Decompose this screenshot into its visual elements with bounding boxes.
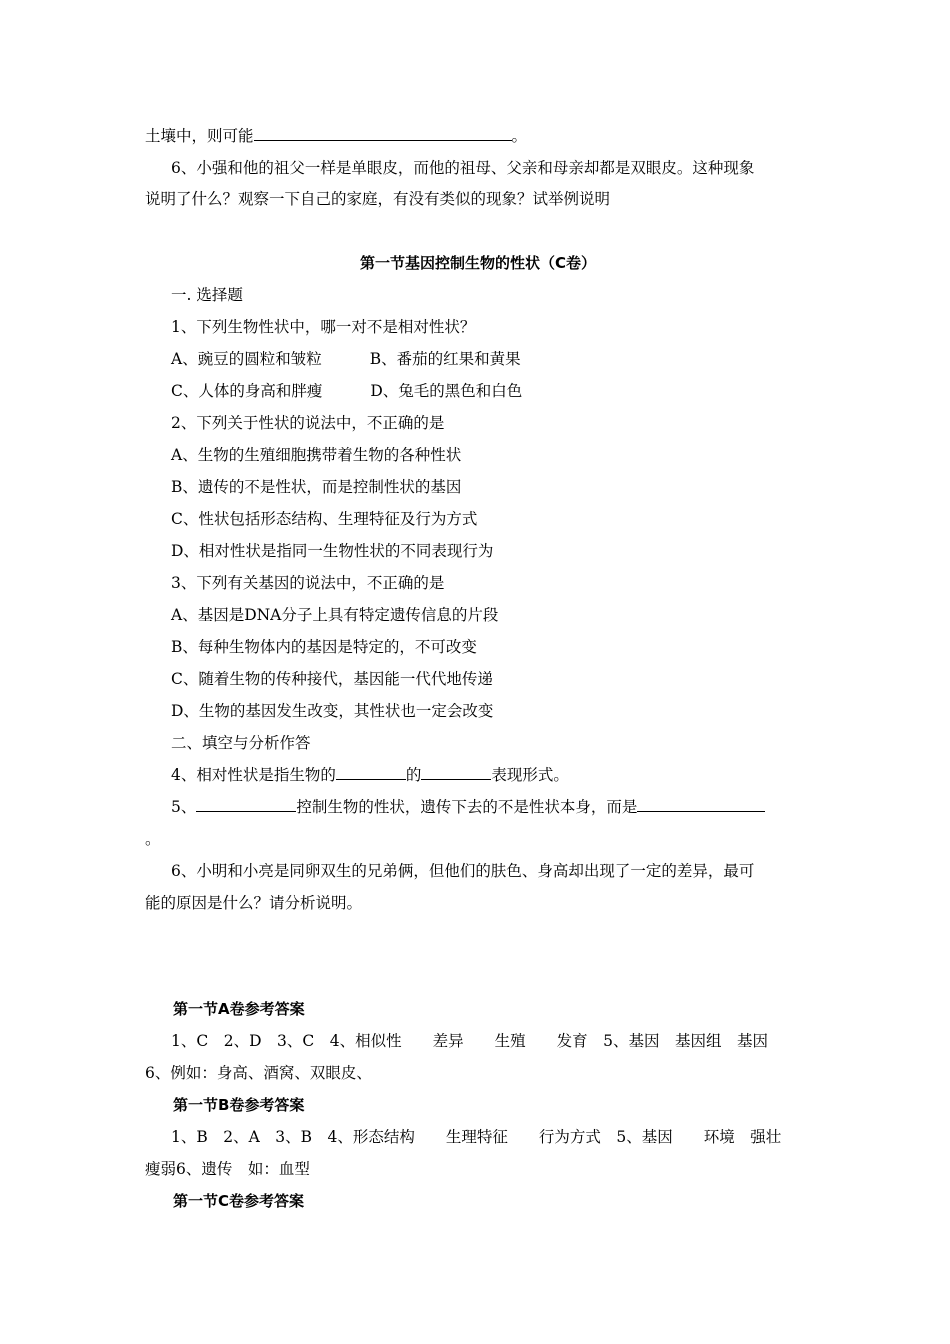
- question-3: 3、下列有关基因的说法中，不正确的是: [171, 574, 445, 592]
- question-6-line1: 6、小明和小亮是同卵双生的兄弟俩，但他们的肤色、身高却出现了一定的差异，最可: [171, 862, 755, 880]
- option-d[interactable]: D、生物的基因发生改变，其性状也一定会改变: [171, 702, 494, 720]
- question-6-line1: 6、小强和他的祖父一样是单眼皮，而他的祖母、父亲和母亲却都是双眼皮。这种现象: [171, 159, 755, 177]
- option-a[interactable]: A、豌豆的圆粒和皱粒: [171, 350, 322, 368]
- answer-blank[interactable]: [637, 797, 765, 812]
- answer-b-line1: 1、B 2、A 3、B 4、形态结构 生理特征 行为方式 5、基因 环境 强壮: [171, 1128, 782, 1146]
- question-1: 1、下列生物性状中，哪一对不是相对性状？: [171, 318, 476, 336]
- answer-blank[interactable]: [421, 765, 491, 780]
- option-row: [171, 349, 521, 369]
- answer-c-title: 第一节C卷参考答案: [173, 1192, 305, 1210]
- option-d[interactable]: D、兔毛的黑色和白色: [370, 382, 523, 400]
- question-6-line2: 说明了什么？观察一下自己的家庭，有没有类似的现象？试举例说明: [145, 190, 611, 208]
- option-c[interactable]: C、随着生物的传种接代，基因能一代代地传递: [171, 670, 493, 688]
- option-a[interactable]: A、生物的生殖细胞携带着生物的各种性状: [171, 446, 462, 464]
- q5-text: 5、: [171, 798, 197, 816]
- option-c[interactable]: C、人体的身高和胖瘦: [171, 382, 323, 400]
- question-2: 2、下列关于性状的说法中，不正确的是: [171, 414, 445, 432]
- line-end: 。: [511, 127, 528, 145]
- q5-end: 。: [145, 830, 161, 848]
- answer-blank[interactable]: [254, 126, 512, 141]
- answer-b-line2: 瘦弱6、遗传 如：血型: [145, 1160, 310, 1178]
- option-b[interactable]: B、遗传的不是性状，而是控制性状的基因: [171, 478, 462, 496]
- part2-heading: 二、填空与分析作答: [171, 734, 311, 752]
- answer-a-title: 第一节A卷参考答案: [173, 1000, 305, 1018]
- answer-a-line2: 6、例如：身高、酒窝、双眼皮、: [145, 1064, 372, 1082]
- line-text: 土壤中，则可能: [145, 127, 254, 145]
- answer-blank[interactable]: [336, 765, 406, 780]
- q4-text: 表现形式。: [491, 766, 569, 784]
- option-b[interactable]: B、番茄的红果和黄果: [369, 350, 521, 368]
- section-title: 第一节基因控制生物的性状（C卷）: [360, 254, 597, 272]
- option-row: [171, 381, 522, 401]
- answer-blank[interactable]: [196, 797, 296, 812]
- question-5: [171, 797, 765, 817]
- part1-heading: 一. 选择题: [171, 286, 243, 304]
- answer-b-title: 第一节B卷参考答案: [173, 1096, 305, 1114]
- option-a[interactable]: A、基因是DNA分子上具有特定遗传信息的片段: [171, 606, 499, 624]
- q4-text: 4、相对性状是指生物的: [171, 766, 336, 784]
- option-b[interactable]: B、每种生物体内的基因是特定的，不可改变: [171, 638, 477, 656]
- question-6-line2: 能的原因是什么？请分析说明。: [145, 894, 363, 912]
- option-d[interactable]: D、相对性状是指同一生物性状的不同表现行为: [171, 542, 494, 560]
- answer-a-line1: 1、C 2、D 3、C 4、相似性 差异 生殖 发育 5、基因 基因组 基因: [171, 1032, 768, 1050]
- q4-text: 的: [405, 766, 422, 784]
- option-c[interactable]: C、性状包括形态结构、生理特征及行为方式: [171, 510, 478, 528]
- question-4: [171, 765, 569, 785]
- fill-blank-line: [145, 126, 527, 146]
- q5-text: 控制生物的性状，遗传下去的不是性状本身，而是: [296, 798, 638, 816]
